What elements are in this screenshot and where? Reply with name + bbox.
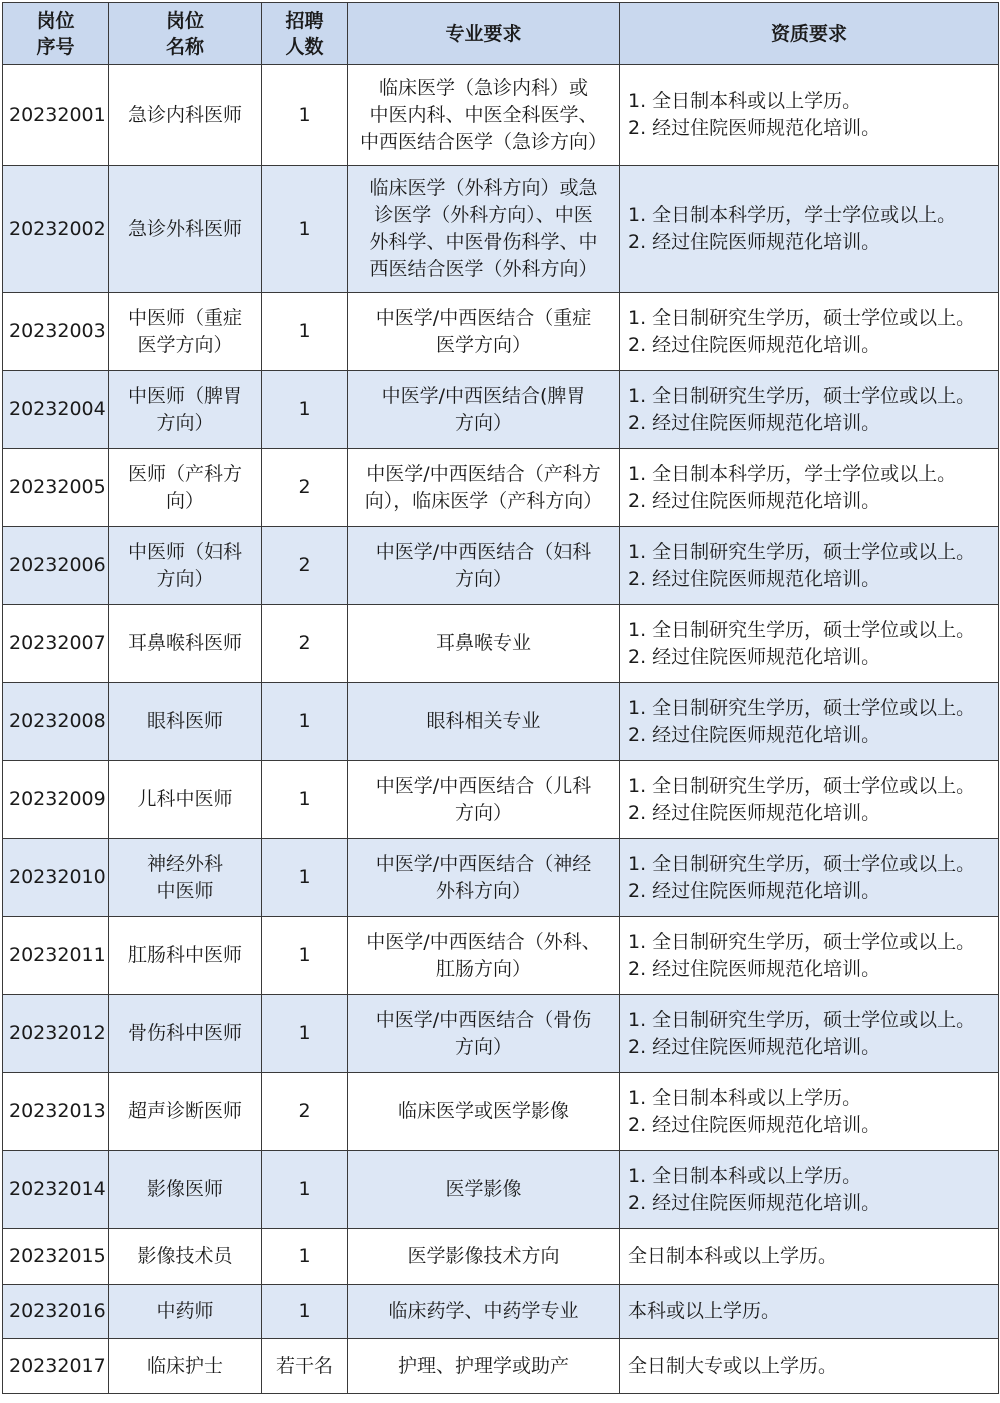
cell-qualification — [620, 1285, 999, 1339]
cell-position-id: 20232015 — [3, 1229, 109, 1285]
cell-qualification — [620, 683, 999, 761]
cell-position-id: 20232010 — [3, 839, 109, 917]
cell-position-id: 20232014 — [3, 1151, 109, 1229]
cell-position-id: 20232005 — [3, 449, 109, 527]
cell-text-line: 1. 全日制本科学历，学士学位或以上。 — [628, 462, 957, 485]
cell-qualification — [620, 1151, 999, 1229]
header-hire-count — [262, 3, 348, 65]
cell-text-line: 1. 全日制本科或以上学历。 — [628, 90, 862, 112]
cell-text-line: 1. 全日制研究生学历，硕士学位或以上。 — [628, 618, 976, 641]
cell-hire-count: 2 — [262, 449, 348, 527]
table-row — [3, 1339, 999, 1394]
cell-text-line: 中医学/中西医结合（儿科 — [375, 774, 592, 797]
cell-text-line: 耳鼻喉科医师 — [127, 632, 242, 654]
cell-text-line: 2. 经过住院医师规范化培训。 — [628, 1191, 881, 1214]
cell-text-line: 急诊内科医师 — [127, 103, 242, 126]
cell-text-line: 儿科中医师 — [137, 788, 233, 810]
cell-text-line: 2. 经过住院医师规范化培训。 — [628, 231, 881, 253]
cell-text-line: 1. 全日制本科或以上学历。 — [628, 1086, 862, 1109]
cell-text-line: 影像技术员 — [137, 1245, 233, 1267]
cell-major-requirement — [348, 1151, 620, 1229]
cell-text-line: 向），临床医学（产科方向） — [364, 489, 603, 512]
cell-qualification — [620, 839, 999, 917]
header-qualification — [620, 3, 999, 65]
cell-text-line: 2. 经过住院医师规范化培训。 — [628, 1035, 881, 1058]
header-position-name — [109, 3, 262, 65]
cell-text-line: 1. 全日制研究生学历，硕士学位或以上。 — [628, 852, 976, 875]
cell-position-name — [109, 917, 262, 995]
cell-position-id: 20232003 — [3, 293, 109, 371]
cell-text-line: 中西医结合医学（急诊方向） — [359, 130, 607, 153]
cell-position-id: 20232001 — [3, 65, 109, 166]
cell-position-name — [109, 449, 262, 527]
cell-text-line: 临床护士 — [146, 1354, 223, 1377]
cell-major-requirement — [348, 839, 620, 917]
cell-text-line: 2. 经过住院医师规范化培训。 — [628, 645, 881, 668]
cell-text-line: 中药师 — [156, 1300, 214, 1322]
cell-text-line: 向） — [165, 489, 204, 512]
cell-position-id: 20232011 — [3, 917, 109, 995]
cell-text-line: 医学方向） — [137, 333, 233, 356]
cell-text-line: 临床医学或医学影像 — [397, 1100, 569, 1122]
cell-text-line: 中医师（妇科 — [127, 540, 242, 563]
cell-qualification — [620, 65, 999, 166]
cell-major-requirement — [348, 1339, 620, 1394]
cell-position-name — [109, 1229, 262, 1285]
cell-major-requirement — [348, 166, 620, 293]
cell-text-line: 西医结合医学（外科方向） — [369, 258, 598, 280]
table-row — [3, 995, 999, 1073]
cell-text-line: 1. 全日制本科学历，学士学位或以上。 — [628, 204, 957, 226]
cell-text-line: 诊医学（外科方向）、中医 — [374, 204, 593, 226]
header-position-id — [3, 3, 109, 65]
table-row — [3, 683, 999, 761]
cell-hire-count: 1 — [262, 683, 348, 761]
cell-position-name — [109, 371, 262, 449]
cell-hire-count: 1 — [262, 995, 348, 1073]
cell-qualification — [620, 371, 999, 449]
cell-text-line: 方向） — [454, 567, 512, 590]
cell-hire-count: 1 — [262, 1229, 348, 1285]
cell-hire-count: 若干名 — [262, 1339, 348, 1394]
cell-position-id: 20232004 — [3, 371, 109, 449]
cell-text-line: 2. 经过住院医师规范化培训。 — [628, 879, 881, 902]
cell-qualification — [620, 605, 999, 683]
cell-major-requirement — [348, 761, 620, 839]
cell-position-name — [109, 1073, 262, 1151]
recruitment-table — [2, 2, 999, 1394]
cell-text-line: 中医学/中西医结合（骨伤 — [375, 1008, 592, 1031]
cell-qualification — [620, 166, 999, 293]
cell-text-line: 1. 全日制研究生学历，硕士学位或以上。 — [628, 384, 976, 407]
cell-major-requirement — [348, 527, 620, 605]
cell-position-id: 20232016 — [3, 1285, 109, 1339]
cell-position-name — [109, 166, 262, 293]
cell-text-line: 神经外科 — [146, 852, 223, 875]
cell-qualification — [620, 293, 999, 371]
cell-text-line: 护理、护理学或助产 — [397, 1354, 569, 1377]
cell-text-line: 肛肠方向） — [435, 957, 531, 980]
cell-text-line: 资质要求 — [770, 22, 847, 45]
cell-text-line: 方向） — [156, 567, 214, 590]
cell-major-requirement — [348, 605, 620, 683]
cell-text-line: 中医师 — [156, 879, 214, 902]
cell-position-name — [109, 839, 262, 917]
cell-text-line: 中医学/中西医结合（重症 — [375, 306, 592, 329]
cell-position-id: 20232013 — [3, 1073, 109, 1151]
cell-text-line: 岗位 — [36, 9, 75, 32]
cell-hire-count: 2 — [262, 527, 348, 605]
table-row — [3, 449, 999, 527]
cell-text-line: 1. 全日制研究生学历，硕士学位或以上。 — [628, 540, 976, 563]
table-row — [3, 65, 999, 166]
cell-text-line: 2. 经过住院医师规范化培训。 — [628, 117, 881, 139]
cell-text-line: 1. 全日制研究生学历，硕士学位或以上。 — [628, 696, 976, 719]
table-row — [3, 917, 999, 995]
cell-qualification — [620, 1229, 999, 1285]
cell-position-name — [109, 65, 262, 166]
cell-text-line: 医师（产科方 — [127, 462, 242, 485]
cell-position-id: 20232008 — [3, 683, 109, 761]
cell-text-line: 人数 — [285, 35, 324, 58]
cell-text-line: 医学方向） — [435, 333, 531, 356]
table-row — [3, 166, 999, 293]
cell-text-line: 1. 全日制研究生学历，硕士学位或以上。 — [628, 774, 976, 797]
cell-position-name — [109, 1339, 262, 1394]
cell-text-line: 2. 经过住院医师规范化培训。 — [628, 333, 881, 356]
cell-position-name — [109, 995, 262, 1073]
cell-text-line: 2. 经过住院医师规范化培训。 — [628, 723, 881, 746]
cell-position-id: 20232007 — [3, 605, 109, 683]
cell-hire-count: 1 — [262, 1285, 348, 1339]
cell-text-line: 序号 — [36, 35, 75, 58]
cell-text-line: 中医学/中西医结合（外科、 — [366, 930, 601, 953]
cell-hire-count: 1 — [262, 761, 348, 839]
cell-major-requirement — [348, 995, 620, 1073]
cell-qualification — [620, 449, 999, 527]
table-row — [3, 1151, 999, 1229]
cell-position-name — [109, 1151, 262, 1229]
cell-hire-count: 1 — [262, 917, 348, 995]
cell-major-requirement — [348, 371, 620, 449]
table-row — [3, 605, 999, 683]
cell-text-line: 方向） — [156, 411, 214, 434]
cell-text-line: 1. 全日制本科或以上学历。 — [628, 1164, 862, 1187]
cell-text-line: 2. 经过住院医师规范化培训。 — [628, 801, 881, 824]
cell-major-requirement — [348, 449, 620, 527]
table-row — [3, 761, 999, 839]
cell-text-line: 本科或以上学历。 — [628, 1300, 781, 1322]
cell-position-name — [109, 527, 262, 605]
cell-text-line: 岗位 — [165, 9, 204, 32]
cell-text-line: 2. 经过住院医师规范化培训。 — [628, 411, 881, 434]
cell-qualification — [620, 1339, 999, 1394]
cell-text-line: 眼科相关专业 — [426, 710, 541, 732]
cell-text-line: 1. 全日制研究生学历，硕士学位或以上。 — [628, 930, 976, 953]
cell-text-line: 中医内科、中医全科医学、 — [369, 103, 598, 126]
cell-qualification — [620, 527, 999, 605]
cell-hire-count: 2 — [262, 605, 348, 683]
cell-text-line: 眼科医师 — [146, 710, 223, 732]
cell-text-line: 外科学、中医骨伤科学、中 — [369, 231, 598, 253]
cell-text-line: 专业要求 — [445, 22, 522, 45]
cell-text-line: 肛肠科中医师 — [127, 944, 242, 966]
cell-text-line: 急诊外科医师 — [127, 217, 242, 240]
table-row — [3, 839, 999, 917]
cell-text-line: 全日制大专或以上学历。 — [628, 1354, 838, 1377]
cell-text-line: 1. 全日制研究生学历，硕士学位或以上。 — [628, 1008, 976, 1031]
cell-position-id: 20232012 — [3, 995, 109, 1073]
cell-text-line: 医学影像 — [445, 1178, 522, 1200]
cell-major-requirement — [348, 917, 620, 995]
cell-qualification — [620, 1073, 999, 1151]
cell-position-id: 20232009 — [3, 761, 109, 839]
cell-qualification — [620, 917, 999, 995]
table-row — [3, 1229, 999, 1285]
cell-text-line: 临床药学、中药学专业 — [388, 1300, 579, 1322]
cell-text-line: 中医师（重症 — [127, 306, 242, 329]
cell-text-line: 全日制本科或以上学历。 — [628, 1245, 838, 1267]
cell-text-line: 方向） — [454, 411, 512, 434]
cell-hire-count: 1 — [262, 166, 348, 293]
cell-major-requirement — [348, 293, 620, 371]
cell-text-line: 中医学/中西医结合（妇科 — [375, 540, 592, 563]
cell-position-name — [109, 605, 262, 683]
table-row — [3, 1073, 999, 1151]
table-row — [3, 1285, 999, 1339]
table-row — [3, 293, 999, 371]
cell-text-line: 2. 经过住院医师规范化培训。 — [628, 1113, 881, 1136]
cell-text-line: 中医学/中西医结合（神经 — [375, 852, 592, 875]
cell-position-id: 20232006 — [3, 527, 109, 605]
cell-major-requirement — [348, 1073, 620, 1151]
cell-text-line: 影像医师 — [146, 1178, 223, 1200]
cell-position-id: 20232002 — [3, 166, 109, 293]
cell-position-name — [109, 683, 262, 761]
cell-position-id: 20232017 — [3, 1339, 109, 1394]
table-header-row — [3, 3, 999, 65]
cell-text-line: 中医学/中西医结合(脾胃 — [381, 384, 586, 407]
cell-qualification — [620, 995, 999, 1073]
cell-text-line: 招聘 — [285, 9, 324, 32]
cell-text-line: 方向） — [454, 1035, 512, 1058]
cell-text-line: 中医学/中西医结合（产科方 — [366, 462, 601, 485]
cell-text-line: 1. 全日制研究生学历，硕士学位或以上。 — [628, 306, 976, 329]
cell-text-line: 骨伤科中医师 — [127, 1022, 242, 1044]
cell-hire-count: 2 — [262, 1073, 348, 1151]
cell-major-requirement — [348, 1229, 620, 1285]
cell-hire-count: 1 — [262, 293, 348, 371]
cell-text-line: 医学影像技术方向 — [407, 1245, 560, 1267]
cell-text-line: 2. 经过住院医师规范化培训。 — [628, 489, 881, 512]
cell-text-line: 临床医学（急诊内科）或 — [378, 76, 588, 99]
cell-text-line: 中医师（脾胃 — [127, 384, 242, 407]
cell-position-name — [109, 293, 262, 371]
header-major-requirement — [348, 3, 620, 65]
cell-text-line: 2. 经过住院医师规范化培训。 — [628, 567, 881, 590]
cell-position-name — [109, 1285, 262, 1339]
table-row — [3, 527, 999, 605]
cell-hire-count: 1 — [262, 371, 348, 449]
cell-qualification — [620, 761, 999, 839]
table-body — [3, 65, 999, 1394]
cell-text-line: 临床医学（外科方向）或急 — [369, 177, 598, 199]
cell-hire-count: 1 — [262, 65, 348, 166]
cell-text-line: 2. 经过住院医师规范化培训。 — [628, 957, 881, 980]
cell-major-requirement — [348, 683, 620, 761]
cell-text-line: 方向） — [454, 801, 512, 824]
cell-position-name — [109, 761, 262, 839]
cell-major-requirement — [348, 1285, 620, 1339]
cell-hire-count: 1 — [262, 839, 348, 917]
cell-text-line: 外科方向） — [435, 879, 531, 902]
table-row — [3, 371, 999, 449]
cell-text-line: 名称 — [165, 35, 204, 58]
cell-text-line: 耳鼻喉专业 — [435, 632, 531, 654]
cell-hire-count: 1 — [262, 1151, 348, 1229]
cell-major-requirement — [348, 65, 620, 166]
cell-text-line: 超声诊断医师 — [127, 1100, 242, 1122]
